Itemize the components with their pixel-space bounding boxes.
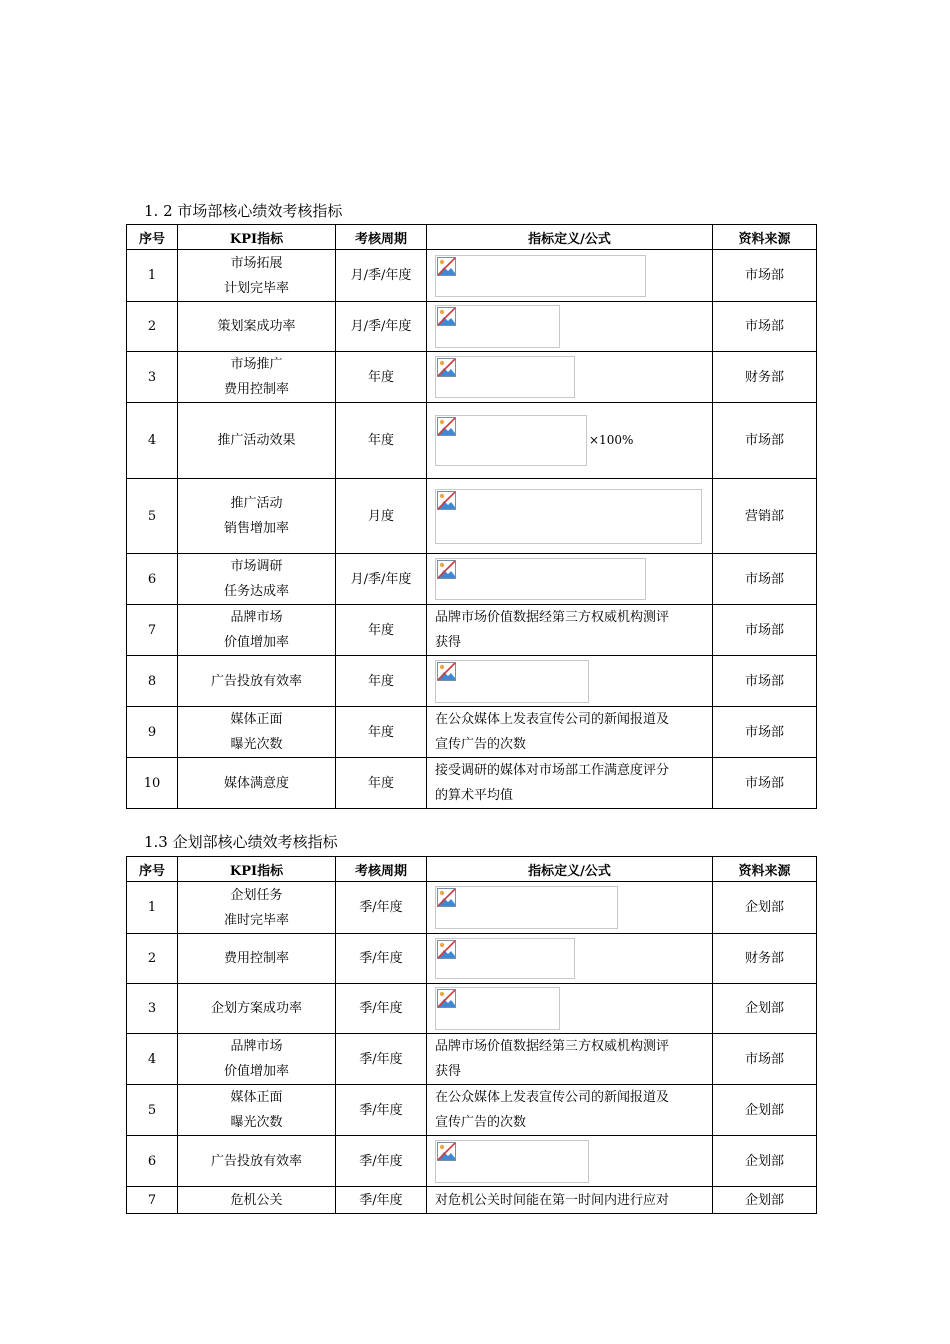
cell-definition <box>427 605 713 656</box>
cell-source: 市场部 <box>713 302 817 352</box>
cell-definition <box>427 882 713 934</box>
cell-kpi <box>178 984 336 1034</box>
table-row <box>127 1136 817 1187</box>
kpi-name-line: 市场推广 <box>230 357 283 372</box>
cell-definition <box>427 984 713 1034</box>
header-period: 考核周期 <box>336 225 427 250</box>
cell-kpi <box>178 302 336 352</box>
formula-image <box>435 938 575 979</box>
cell-period: 季/年度 <box>336 1034 427 1085</box>
kpi-name-line: 策划案成功率 <box>217 319 296 334</box>
header-kpi: KPI指标 <box>178 225 336 250</box>
cell-period: 月/季/年度 <box>336 302 427 352</box>
kpi-name-line: 媒体正面 <box>230 712 283 727</box>
formula-image <box>435 1140 589 1183</box>
definition-line: 获得 <box>435 1064 462 1079</box>
cell-definition <box>427 250 713 302</box>
table-row <box>127 656 817 707</box>
table-row <box>127 882 817 934</box>
cell-period: 季/年度 <box>336 1085 427 1136</box>
formula-suffix: ×100% <box>589 433 634 447</box>
header-definition: 指标定义/公式 <box>427 225 713 250</box>
definition-line: 对危机公关时间能在第一时间内进行应对 <box>435 1192 670 1208</box>
cell-period: 年度 <box>336 403 427 479</box>
cell-source: 市场部 <box>713 554 817 605</box>
section-title-planning: 1.3 企划部核心绩效考核指标 <box>144 833 338 851</box>
cell-period: 年度 <box>336 352 427 403</box>
cell-kpi <box>178 605 336 656</box>
cell-source: 市场部 <box>713 758 817 809</box>
kpi-name-line: 广告投放有效率 <box>210 673 302 689</box>
table-row <box>127 1034 817 1085</box>
cell-definition <box>427 707 713 758</box>
cell-definition <box>427 352 713 403</box>
formula-image <box>435 987 560 1030</box>
cell-period: 年度 <box>336 707 427 758</box>
definition-line: 接受调研的媒体对市场部工作满意度评分 <box>435 763 670 778</box>
cell-no: 6 <box>127 554 178 605</box>
table-row <box>127 758 817 809</box>
cell-kpi <box>178 1085 336 1136</box>
cell-kpi <box>178 934 336 984</box>
cell-no: 2 <box>127 302 178 352</box>
header-period: 考核周期 <box>336 857 427 882</box>
kpi-name-line: 品牌市场 <box>230 610 283 625</box>
cell-no: 8 <box>127 656 178 707</box>
cell-source: 市场部 <box>713 656 817 707</box>
cell-period: 年度 <box>336 758 427 809</box>
cell-no: 5 <box>127 1085 178 1136</box>
cell-definition <box>427 1136 713 1187</box>
cell-definition <box>427 934 713 984</box>
cell-definition <box>427 554 713 605</box>
cell-no: 5 <box>127 479 178 554</box>
broken-image-icon <box>437 940 456 959</box>
table-row <box>127 605 817 656</box>
header-no: 序号 <box>127 225 178 250</box>
header-kpi: KPI指标 <box>178 857 336 882</box>
cell-kpi <box>178 352 336 403</box>
cell-period: 月/季/年度 <box>336 554 427 605</box>
cell-no: 6 <box>127 1136 178 1187</box>
header-source: 资料来源 <box>713 225 817 250</box>
table-row <box>127 984 817 1034</box>
cell-definition <box>427 403 713 479</box>
kpi-name-line: 推广活动效果 <box>217 433 296 448</box>
kpi-name-line: 企划任务 <box>230 887 283 903</box>
definition-line: 的算术平均值 <box>435 788 514 803</box>
kpi-name-line: 媒体满意度 <box>223 775 289 791</box>
header-source: 资料来源 <box>713 857 817 882</box>
cell-source: 企划部 <box>713 882 817 934</box>
header-definition: 指标定义/公式 <box>427 857 713 882</box>
cell-kpi <box>178 479 336 554</box>
kpi-name-line: 企划方案成功率 <box>210 1001 302 1016</box>
broken-image-icon <box>437 560 456 579</box>
cell-definition <box>427 302 713 352</box>
cell-no: 7 <box>127 1187 178 1214</box>
cell-kpi <box>178 1034 336 1085</box>
formula-image <box>435 660 589 703</box>
cell-source: 企划部 <box>713 1187 817 1214</box>
kpi-table-planning <box>126 856 817 1214</box>
cell-no: 3 <box>127 984 178 1034</box>
cell-no: 10 <box>127 758 178 809</box>
cell-period: 季/年度 <box>336 882 427 934</box>
table-row <box>127 403 817 479</box>
cell-period: 年度 <box>336 605 427 656</box>
kpi-name-line: 媒体正面 <box>230 1090 283 1105</box>
formula-image <box>435 305 560 348</box>
broken-image-icon <box>437 358 456 377</box>
kpi-name-line: 市场调研 <box>230 559 283 574</box>
table-row <box>127 250 817 302</box>
broken-image-icon <box>437 1142 456 1161</box>
cell-no: 1 <box>127 882 178 934</box>
table-header-row <box>127 857 817 882</box>
definition-line: 品牌市场价值数据经第三方权威机构测评 <box>435 610 670 625</box>
broken-image-icon <box>437 307 456 326</box>
cell-source: 市场部 <box>713 250 817 302</box>
cell-definition <box>427 1034 713 1085</box>
cell-definition <box>427 1085 713 1136</box>
header-no: 序号 <box>127 857 178 882</box>
cell-source: 企划部 <box>713 1136 817 1187</box>
cell-kpi <box>178 758 336 809</box>
table-row <box>127 707 817 758</box>
formula-image <box>435 886 618 929</box>
broken-image-icon <box>437 417 456 436</box>
kpi-name-line: 价值增加率 <box>223 1064 289 1079</box>
cell-source: 市场部 <box>713 1034 817 1085</box>
broken-image-icon <box>437 989 456 1008</box>
cell-kpi <box>178 1187 336 1214</box>
cell-no: 2 <box>127 934 178 984</box>
cell-kpi <box>178 882 336 934</box>
cell-period: 年度 <box>336 656 427 707</box>
formula-image <box>435 489 702 544</box>
cell-no: 9 <box>127 707 178 758</box>
cell-period: 季/年度 <box>336 1136 427 1187</box>
cell-definition <box>427 758 713 809</box>
formula-image <box>435 255 646 297</box>
cell-source: 企划部 <box>713 1085 817 1136</box>
table-row <box>127 1187 817 1214</box>
cell-kpi <box>178 250 336 302</box>
cell-definition <box>427 1187 713 1214</box>
formula-image <box>435 356 575 398</box>
cell-source: 市场部 <box>713 707 817 758</box>
cell-definition <box>427 479 713 554</box>
table-row <box>127 352 817 403</box>
cell-source: 市场部 <box>713 605 817 656</box>
kpi-name-line: 市场拓展 <box>230 255 283 271</box>
formula-image <box>435 415 587 466</box>
cell-no: 3 <box>127 352 178 403</box>
table-header-row <box>127 225 817 250</box>
definition-line: 宣传广告的次数 <box>435 1115 527 1130</box>
kpi-name-line: 费用控制率 <box>223 382 289 397</box>
cell-source: 财务部 <box>713 934 817 984</box>
cell-source: 企划部 <box>713 984 817 1034</box>
kpi-name-line: 推广活动 <box>230 496 283 511</box>
kpi-name-line: 品牌市场 <box>230 1039 283 1054</box>
broken-image-icon <box>437 257 456 276</box>
kpi-name-line: 危机公关 <box>230 1192 283 1208</box>
cell-source: 营销部 <box>713 479 817 554</box>
broken-image-icon <box>437 888 456 907</box>
kpi-name-line: 销售增加率 <box>223 521 289 536</box>
definition-line: 在公众媒体上发表宣传公司的新闻报道及 <box>435 1090 670 1105</box>
kpi-name-line: 曝光次数 <box>230 737 283 752</box>
cell-definition <box>427 656 713 707</box>
table-row <box>127 934 817 984</box>
cell-source: 财务部 <box>713 352 817 403</box>
kpi-name-line: 任务达成率 <box>223 584 289 599</box>
definition-line: 在公众媒体上发表宣传公司的新闻报道及 <box>435 712 670 727</box>
cell-no: 4 <box>127 1034 178 1085</box>
table-row <box>127 1085 817 1136</box>
kpi-name-line: 广告投放有效率 <box>210 1153 302 1169</box>
cell-kpi <box>178 1136 336 1187</box>
section-title-marketing: 1. 2 市场部核心绩效考核指标 <box>144 202 343 220</box>
cell-kpi <box>178 403 336 479</box>
definition-line: 品牌市场价值数据经第三方权威机构测评 <box>435 1039 670 1054</box>
kpi-table-marketing <box>126 224 817 809</box>
kpi-name-line: 准时完毕率 <box>223 912 289 928</box>
cell-period: 季/年度 <box>336 934 427 984</box>
cell-period: 月度 <box>336 479 427 554</box>
cell-source: 市场部 <box>713 403 817 479</box>
cell-no: 7 <box>127 605 178 656</box>
kpi-name-line: 曝光次数 <box>230 1115 283 1130</box>
broken-image-icon <box>437 662 456 681</box>
cell-no: 4 <box>127 403 178 479</box>
table-row <box>127 302 817 352</box>
kpi-name-line: 价值增加率 <box>223 635 289 650</box>
cell-kpi <box>178 554 336 605</box>
definition-line: 获得 <box>435 635 462 650</box>
kpi-name-line: 计划完毕率 <box>223 280 289 296</box>
cell-kpi <box>178 707 336 758</box>
table-row <box>127 479 817 554</box>
cell-period: 季/年度 <box>336 1187 427 1214</box>
kpi-name-line: 费用控制率 <box>223 951 289 966</box>
table-row <box>127 554 817 605</box>
cell-kpi <box>178 656 336 707</box>
cell-period: 季/年度 <box>336 984 427 1034</box>
broken-image-icon <box>437 491 456 510</box>
formula-image <box>435 558 646 600</box>
cell-period: 月/季/年度 <box>336 250 427 302</box>
cell-no: 1 <box>127 250 178 302</box>
definition-line: 宣传广告的次数 <box>435 737 527 752</box>
